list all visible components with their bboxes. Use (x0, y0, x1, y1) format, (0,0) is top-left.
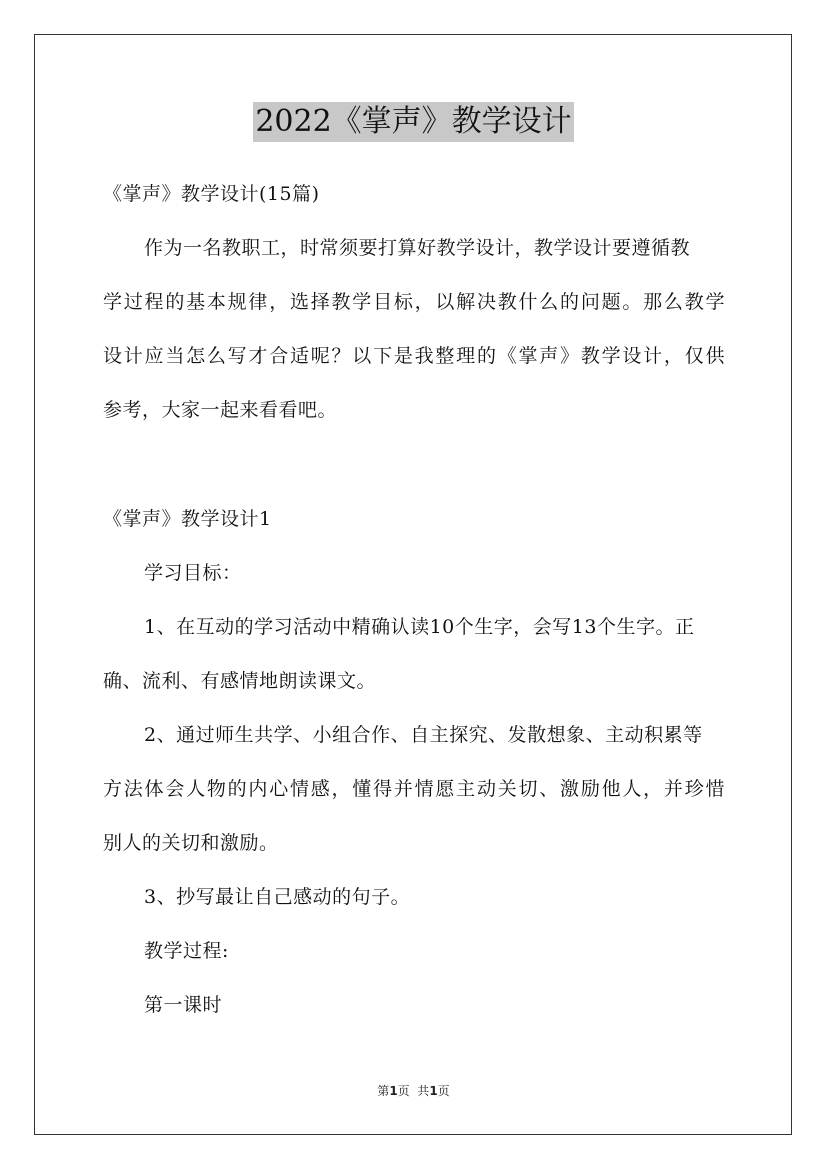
objective-3: 3、抄写最让自己感动的句子。 (144, 886, 411, 908)
page-footer (0, 1083, 827, 1099)
intro-line: 学过程的基本规律，选择教学目标，以解决教什么的问题。那么教学 (103, 291, 725, 313)
objective-1-line: 1、在互动的学习活动中精确认读10个生字，会写13个生字。正 (144, 616, 695, 638)
footer-suffix: 页 (437, 1084, 450, 1098)
objective-2-line: 2、通过师生共学、小组合作、自主探究、发散想象、主动积累等 (144, 724, 703, 746)
total-pages-number: 1 (429, 1084, 438, 1098)
intro-line: 设计应当怎么写才合适呢？以下是我整理的《掌声》教学设计，仅供 (103, 345, 725, 367)
process-label: 教学过程: (144, 940, 229, 962)
title-container (0, 102, 827, 142)
lesson-label: 第一课时 (144, 994, 223, 1016)
objective-2-line: 别人的关切和激励。 (103, 832, 279, 854)
objectives-label: 学习目标： (144, 562, 242, 584)
intro-line: 作为一名教职工，时常须要打算好教学设计，教学设计要遵循教 (144, 237, 691, 259)
objective-1-line: 确、流利、有感情地朗读课文。 (103, 670, 377, 692)
section-heading: 《掌声》教学设计1 (103, 508, 272, 530)
footer-prefix: 第 (377, 1084, 390, 1098)
intro-line: 参考，大家一起来看看吧。 (103, 399, 338, 421)
footer-mid: 页 共 (397, 1084, 430, 1098)
document-subtitle: 《掌声》教学设计(15篇) (103, 183, 320, 205)
objective-2-line: 方法体会人物的内心情感，懂得并情愿主动关切、激励他人，并珍惜 (103, 778, 725, 800)
document-title: 2022《掌声》教学设计 (253, 102, 573, 142)
current-page-number: 1 (389, 1084, 398, 1098)
